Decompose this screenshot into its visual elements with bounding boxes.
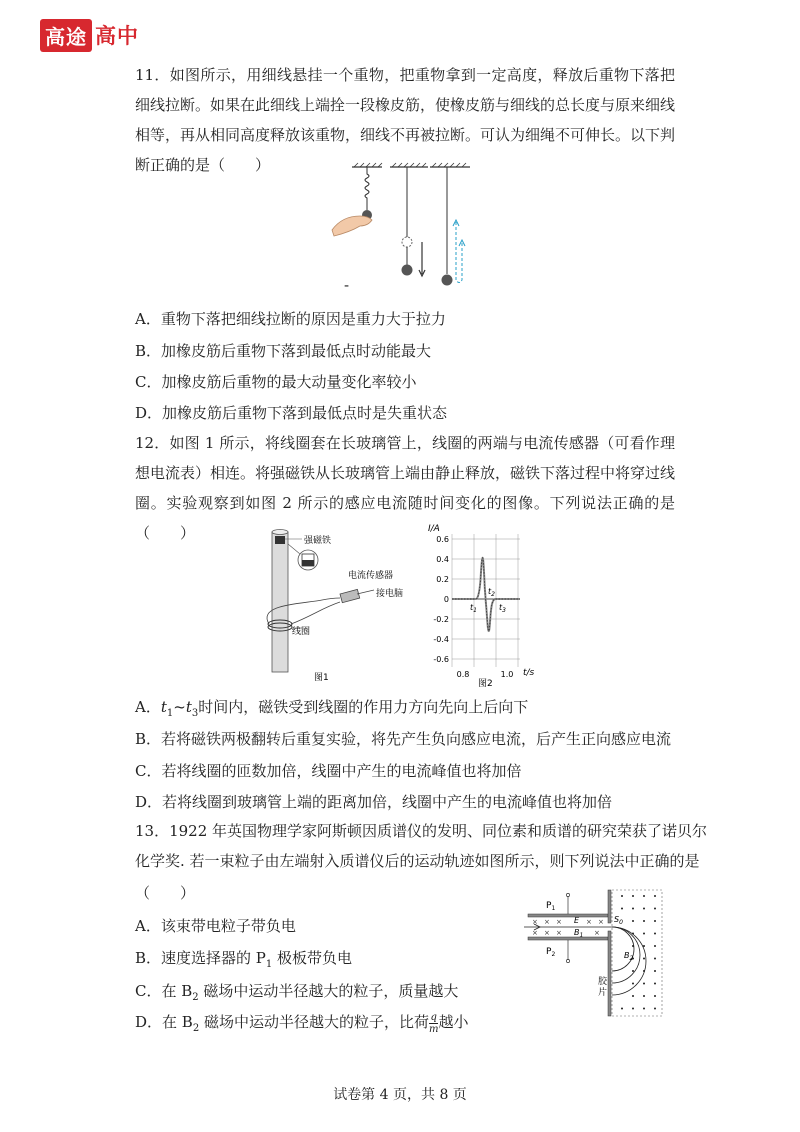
b2-dot-mark	[643, 920, 645, 922]
b2-dot-mark	[643, 908, 645, 910]
q13-stem-line1: 13．1922 年英国物理学家阿斯顿因质谱仪的发明、同位素和质谱的研究荣获了诺贝尔	[135, 822, 708, 840]
q12-option-a-tilde: ~	[173, 698, 186, 716]
b2-dot-mark	[654, 995, 656, 997]
q12-option-a-t1: t	[160, 698, 167, 716]
q13-option-b-sub: 1	[265, 959, 273, 970]
q13-stem-line3: （ ）	[135, 884, 196, 902]
b2-dot-mark	[654, 920, 656, 922]
q11-option-c[interactable]: C．加橡皮筋后重物的最大动量变化率较小	[135, 373, 417, 391]
b2-dot-mark	[654, 895, 656, 897]
b2-dot-mark	[632, 970, 634, 972]
b2-dot-mark	[654, 1008, 656, 1010]
b1-cross-mark: ×	[594, 929, 600, 937]
b2-dot-mark	[621, 908, 623, 910]
fig13-s0: S	[614, 915, 620, 924]
q13-option-a[interactable]: A．该束带电粒子带负电	[135, 917, 296, 935]
b2-dot-mark	[643, 895, 645, 897]
b1-cross-mark: ×	[532, 929, 538, 937]
q12-figure-2	[420, 522, 540, 688]
q12-option-a[interactable]	[135, 696, 528, 719]
b2-dot-mark	[632, 908, 634, 910]
q11-stem: 11．如图所示，用细线悬挂一个重物，把重物拿到一定高度，释放后重物下落把细线拉断。如果在此细线上端拴一段橡皮筋，使橡皮筋与细线的总长度与原来细线相等，再从相同高度释放该重物，细线不再被拉断。可认为细绳不可伸长。以下判断正确的是（ ）	[135, 66, 676, 174]
fig13-p1-sub: 1	[551, 905, 556, 912]
q13-option-d-pre: D．在 B	[135, 1013, 193, 1031]
b2-dot-mark	[621, 895, 623, 897]
svg-text:P2	[546, 947, 555, 958]
fig2-t1: t	[470, 603, 474, 612]
fig13-b2: B	[624, 951, 630, 960]
fig13-b2-sub: 2	[629, 955, 634, 962]
svg-text:t1	[470, 603, 477, 614]
logo-text: 高中	[95, 24, 139, 48]
b2-dot-mark	[654, 983, 656, 985]
q12-option-d[interactable]: D．若将线圈到玻璃管上端的距离加倍，线圈中产生的电流峰值也将加倍	[135, 793, 613, 811]
fig2-xtick: 1.0	[500, 670, 514, 679]
q11-option-b[interactable]: B．加橡皮筋后重物下落到最低点时动能最大	[135, 342, 432, 360]
svg-text:t2	[488, 587, 495, 598]
fig13-plate: 胶片	[598, 977, 608, 998]
q12-option-b[interactable]: B．若将磁铁两极翻转后重复实验，将先产生负向感应电流，后产生正向感应电流	[135, 730, 672, 748]
fig13-b1: B	[574, 928, 580, 937]
fig2-t1-sub: 1	[473, 607, 477, 614]
b2-dot-mark	[643, 1008, 645, 1010]
brand-logo	[40, 20, 139, 50]
b2-dot-mark	[643, 958, 645, 960]
b2-dot-mark	[632, 995, 634, 997]
fig2-ytick: -0.2	[433, 615, 449, 624]
q13-option-c-post: 磁场中运动半径越大的粒子，质量越大	[198, 982, 459, 1000]
fig1-magnet-label: 强磁铁	[304, 536, 332, 546]
fig2-ytick: 0.2	[436, 575, 449, 584]
b2-dot-mark	[643, 995, 645, 997]
b1-cross-mark: ×	[598, 918, 604, 926]
q13-option-b[interactable]	[135, 947, 352, 970]
q13-option-d-sub: 2	[192, 1023, 200, 1034]
q11-dash: -	[344, 276, 350, 294]
fig13-p1: P	[546, 901, 552, 911]
q12-option-a-t1-sub: 1	[166, 708, 174, 719]
q11-figure	[330, 162, 480, 292]
b1-cross-mark: ×	[586, 918, 592, 926]
q13-option-b-post: 极板带负电	[272, 949, 353, 967]
q11-option-d[interactable]: D．加橡皮筋后重物下落到最低点时是失重状态	[135, 404, 448, 422]
b2-dot-mark	[654, 933, 656, 935]
fig13-p2-sub: 2	[551, 951, 556, 958]
fig2-t2-sub: 2	[491, 591, 495, 598]
q13-option-c-pre: C．在 B	[135, 982, 193, 1000]
fig2-ylabel: I/A	[428, 524, 440, 534]
fig2-ytick: 0	[443, 595, 449, 604]
svg-text:t3	[499, 603, 506, 614]
q13-option-c-sub: 2	[192, 992, 199, 1003]
fig1-coil-label: 线圈	[292, 627, 311, 637]
svg-text:P1	[546, 901, 555, 912]
b2-dot-mark	[654, 958, 656, 960]
fig1-computer-label: 接电脑	[376, 589, 404, 599]
q13-option-d-mid: 磁场中运动半径越大的粒子，比荷	[199, 1013, 429, 1031]
page-footer: 试卷第 4 页，共 8 页	[333, 1087, 467, 1103]
fig2-t3-sub: 3	[502, 607, 506, 614]
q12-option-a-t3-sub: 3	[191, 708, 199, 719]
b1-cross-mark: ×	[544, 929, 550, 937]
q12-option-a-prefix: A．	[135, 698, 161, 716]
b1-cross-mark: ×	[532, 918, 538, 926]
q13-fraction-numerator: q	[430, 1011, 437, 1023]
fig13-e: E	[574, 916, 580, 925]
b2-dot-mark	[632, 983, 634, 985]
q13-option-b-pre: B．速度选择器的 P	[135, 949, 266, 967]
fig2-ytick: -0.6	[433, 655, 449, 664]
q13-stem-line2: 化学奖. 若一束粒子由左端射入质谱仪后的运动轨迹如图所示，则下列说法中正确的是	[135, 852, 700, 870]
fig2-xtick: 0.8	[456, 670, 470, 679]
fig2-caption: 图2	[478, 679, 493, 689]
q13-option-d[interactable]	[135, 1011, 468, 1035]
fig13-p2: P	[546, 947, 552, 957]
logo-box: 高途	[40, 19, 92, 52]
b2-dot-mark	[654, 908, 656, 910]
fig13-b1-sub: 1	[579, 932, 584, 939]
q12-stem: 12．如图 1 所示，将线圈套在长玻璃管上，线圈的两端与电流传感器（可看作理想电流表）相连。将强磁铁从长玻璃管上端由静止释放，磁铁下落过程中将穿过线圈。实验观察到如图 2 所示的感应电流随时间变化的图像。下列说法正确的是（ ）	[135, 434, 676, 542]
fig1-sensor-label: 电流传感器	[348, 571, 394, 581]
fig2-t3: t	[499, 603, 503, 612]
b2-dot-mark	[654, 970, 656, 972]
b2-dot-mark	[654, 945, 656, 947]
b1-cross-mark: ×	[556, 918, 562, 926]
fig2-ytick: 0.6	[436, 535, 449, 544]
b1-cross-mark: ×	[556, 929, 562, 937]
b1-cross-mark: ×	[544, 918, 550, 926]
b2-dot-mark	[632, 1008, 634, 1010]
q11-option-a[interactable]: A．重物下落把细线拉断的原因是重力大于拉力	[135, 310, 446, 328]
fig13-s0-sub: 0	[619, 919, 623, 926]
q13-option-d-post: 越小	[438, 1013, 469, 1031]
b2-dot-mark	[632, 920, 634, 922]
b2-dot-mark	[632, 895, 634, 897]
b2-dot-mark	[643, 933, 645, 935]
fig2-t2: t	[488, 587, 492, 596]
q12-option-a-text: 时间内，磁铁受到线圈的作用力方向先向上后向下	[198, 698, 529, 716]
q13-mass-spectrometer-figure	[524, 888, 666, 1020]
fig2-ytick: -0.4	[433, 635, 449, 644]
b2-dot-mark	[643, 983, 645, 985]
b2-dot-mark	[621, 1008, 623, 1010]
q13-fraction-denominator: m	[428, 1023, 439, 1035]
fig1-caption: 图1	[314, 673, 329, 683]
fig2-ytick: 0.4	[436, 555, 449, 564]
q12-option-c[interactable]: C．若将线圈的匝数加倍，线圈中产生的电流峰值也将加倍	[135, 762, 522, 780]
q12-figure-1	[262, 524, 422, 682]
fig2-xlabel: t/s	[523, 668, 535, 678]
q12-option-a-t3: t	[185, 698, 192, 716]
q13-option-c[interactable]	[135, 980, 458, 1003]
